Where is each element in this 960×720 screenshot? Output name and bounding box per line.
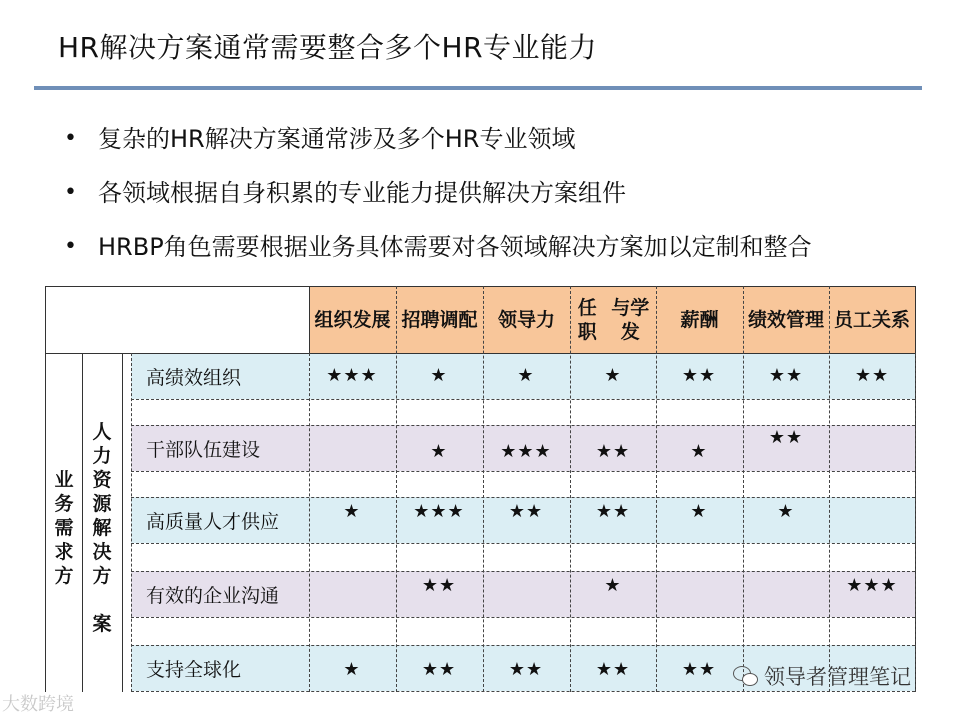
outer-side-label-char: 求 xyxy=(54,541,74,563)
rating-stars: ★★ xyxy=(768,365,804,386)
column-header-text: 管理 xyxy=(786,308,825,331)
watermark-left: 大数跨境 xyxy=(2,694,74,715)
outer-side-label-char: 业 xyxy=(54,469,74,491)
rating-stars: ★★★ xyxy=(500,441,552,462)
rating-stars: ★ xyxy=(690,441,708,462)
row-divider xyxy=(131,617,915,618)
watermark-right xyxy=(732,661,911,691)
rating-stars: ★★ xyxy=(854,365,890,386)
wechat-icon xyxy=(732,663,758,689)
rating-stars: ★★ xyxy=(595,659,631,680)
column-header-text: 薪酬 xyxy=(680,308,719,331)
rating-stars: ★★ xyxy=(768,427,804,448)
inner-side-divider xyxy=(122,353,123,692)
header-label-divider xyxy=(309,286,310,353)
row-label: 高质量人才供应 xyxy=(146,511,280,533)
column-header-text: 招聘 xyxy=(401,308,440,331)
row-divider xyxy=(131,497,915,498)
column-divider xyxy=(396,286,397,692)
label-column-divider xyxy=(131,353,132,692)
rating-stars: ★★ xyxy=(508,501,544,522)
column-header-text: 发展 xyxy=(352,308,391,331)
bullet-dot-icon: • xyxy=(64,180,77,205)
row-divider xyxy=(131,399,915,400)
column-header-text: 关系 xyxy=(872,308,911,331)
rating-stars: ★★ xyxy=(595,501,631,522)
rating-stars: ★ xyxy=(604,365,622,386)
inner-side-label-char: 解 xyxy=(92,517,112,539)
column-header-text: 绩效 xyxy=(747,308,786,331)
column-header xyxy=(743,286,829,353)
bullet-dot-icon: • xyxy=(64,234,77,259)
row-label: 支持全球化 xyxy=(146,659,242,681)
bullet-dot-icon: • xyxy=(64,126,77,151)
column-header xyxy=(396,286,483,353)
rating-stars: ★ xyxy=(430,365,448,386)
bullet-item xyxy=(58,112,812,166)
column-header-text: 与学发 xyxy=(611,296,650,343)
row-label: 高绩效组织 xyxy=(146,367,242,389)
column-divider xyxy=(570,286,571,692)
inner-side-label xyxy=(90,420,114,636)
rating-stars: ★ xyxy=(777,501,795,522)
outer-side-label xyxy=(52,468,76,588)
rating-stars: ★★ xyxy=(681,365,717,386)
inner-side-label-char: 资 xyxy=(92,469,112,491)
rating-stars: ★★ xyxy=(508,659,544,680)
inner-side-label-char: 方 xyxy=(92,565,112,587)
column-divider xyxy=(829,286,830,692)
inner-side-label-char: 案 xyxy=(92,613,112,635)
bullet-list xyxy=(58,112,812,274)
bullet-text: 各领域根据自身积累的专业能力提供解决方案组件 xyxy=(98,179,626,207)
row-divider xyxy=(131,691,915,692)
rating-stars: ★ xyxy=(604,575,622,596)
rating-stars: ★ xyxy=(343,501,361,522)
row-label: 有效的企业沟通 xyxy=(146,585,280,607)
inner-side-label-char: 人 xyxy=(92,421,112,443)
row-divider xyxy=(131,571,915,572)
column-divider xyxy=(309,353,310,692)
rating-stars: ★★ xyxy=(421,659,457,680)
inner-side-label-char: 决 xyxy=(92,541,112,563)
header-bottom-border xyxy=(45,353,915,354)
column-divider xyxy=(915,353,916,692)
rating-stars: ★★★ xyxy=(326,365,378,386)
bullet-item xyxy=(58,220,812,274)
rating-stars: ★ xyxy=(430,441,448,462)
bullet-item xyxy=(58,166,812,220)
row-divider xyxy=(131,645,915,646)
rating-stars: ★★★ xyxy=(413,501,465,522)
rating-stars: ★★ xyxy=(595,441,631,462)
row-divider xyxy=(131,543,915,544)
rating-stars: ★ xyxy=(517,365,535,386)
column-header-text: 调配 xyxy=(439,308,478,331)
watermark-right-text: 领导者管理笔记 xyxy=(764,665,911,689)
column-header xyxy=(656,286,743,353)
row-label: 干部队伍建设 xyxy=(146,439,261,461)
column-header-text: 组织 xyxy=(314,308,353,331)
side-header-divider xyxy=(82,353,83,692)
column-divider xyxy=(483,286,484,692)
table-left-border xyxy=(45,286,46,692)
table-top-border xyxy=(45,286,915,287)
row-divider xyxy=(131,425,915,426)
column-header-text: 领导力 xyxy=(497,308,555,331)
bullet-text: HRBP角色需要根据业务具体需要对各领域解决方案加以定制和整合 xyxy=(98,233,812,261)
column-header-text: 员工 xyxy=(833,308,872,331)
slide-title: HR解决方案通常需要整合多个HR专业能力 xyxy=(58,31,598,64)
column-header xyxy=(829,286,915,353)
row-divider xyxy=(131,471,915,472)
rating-stars: ★★ xyxy=(681,659,717,680)
outer-side-label-char: 需 xyxy=(54,517,74,539)
column-header-text: 任职 xyxy=(577,296,597,343)
column-header xyxy=(483,286,570,353)
inner-side-label-char: 力 xyxy=(92,445,112,467)
column-divider xyxy=(743,286,744,692)
title-divider xyxy=(34,86,922,90)
inner-side-label-char: 源 xyxy=(92,493,112,515)
column-header xyxy=(570,286,656,353)
outer-side-label-char: 方 xyxy=(54,565,74,587)
rating-stars: ★ xyxy=(690,501,708,522)
column-divider xyxy=(656,286,657,692)
bullet-text: 复杂的HR解决方案通常涉及多个HR专业领域 xyxy=(98,125,576,153)
rating-stars: ★ xyxy=(343,659,361,680)
rating-stars: ★★ xyxy=(421,575,457,596)
outer-side-label-char: 务 xyxy=(54,493,74,515)
column-header xyxy=(309,286,396,353)
rating-stars: ★★★ xyxy=(846,575,898,596)
